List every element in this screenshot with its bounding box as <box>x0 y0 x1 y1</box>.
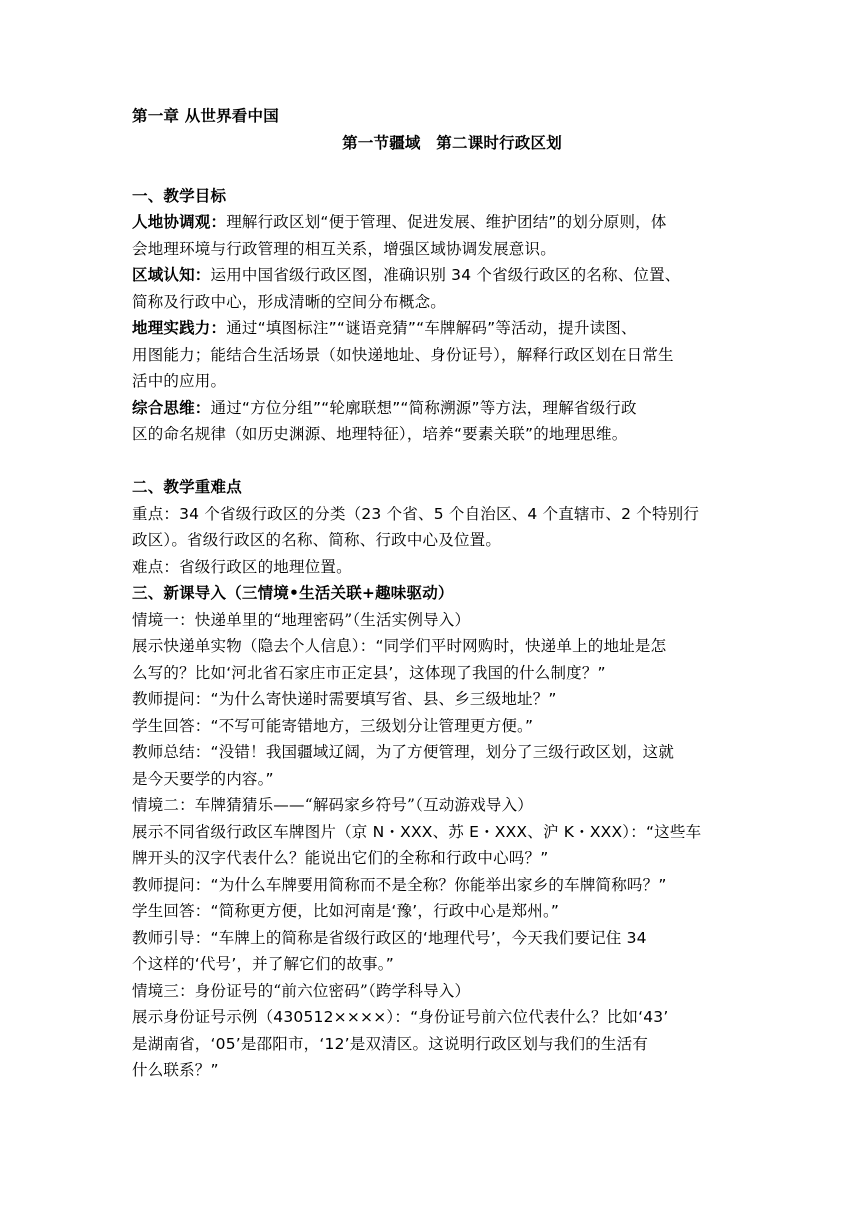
scenario-1-line2: 么写的？比如‘河北省石家庄市正定县’，这体现了我国的什么制度？” <box>132 663 606 682</box>
document-page <box>132 103 732 1084</box>
objective-text: 运用中国省级行政区图，准确识别 34 个省级行政区的名称、位置、 <box>210 266 681 284</box>
scenario-3-line3: 什么联系？” <box>132 1061 219 1079</box>
scenario-1-line6: 是今天要学的内容。” <box>132 769 274 788</box>
spacer <box>132 156 732 183</box>
scenario-2-line1: 展示不同省级行政区车牌图片（京 N・XXX、苏 E・XXX、沪 K・XXX）：“这些车 <box>132 822 702 841</box>
section-heading-key-points: 二、教学重难点 <box>132 478 242 496</box>
section-heading-introduction: 三、新课导入（三情境•生活关联+趣味驱动） <box>132 584 454 602</box>
objective-text: 通过“填图标注”“谜语竞猜”“车牌解码”等活动，提升读图、 <box>226 319 637 337</box>
objective-practice-line1 <box>132 315 732 342</box>
scenario-2-line5: 教师引导：“车牌上的简称是省级行政区的‘地理代号’，今天我们要记住 34 <box>132 928 647 947</box>
objective-thinking-line2: 区的命名规律（如历史渊源、地理特征），培养“要素关联”的地理思维。 <box>132 425 628 443</box>
scenario-2-title: 情境二：车牌猜猜乐——“解码家乡符号”（互动游戏导入） <box>132 796 533 814</box>
chapter-title: 第一章 从世界看中国 <box>132 107 279 125</box>
scenario-1-line3: 教师提问：“为什么寄快递时需要填写省、县、乡三级地址？” <box>132 690 557 708</box>
objective-text: 理解行政区划“便于管理、促进发展、维护团结”的划分原则，体 <box>226 213 667 231</box>
scenario-3-line2: 是湖南省，‘05’是邵阳市，‘12’是双清区。这说明行政区划与我们的生活有 <box>132 1034 649 1053</box>
section-heading-objectives: 一、教学目标 <box>132 186 227 205</box>
lesson-title: 第一节疆域 第二课时行政区划 <box>342 133 562 152</box>
scenario-3-title: 情境三：身份证号的“前六位密码”（跨学科导入） <box>132 981 471 1000</box>
scenario-1-title: 情境一：快递单里的“地理密码”（生活实例导入） <box>132 610 471 629</box>
objective-human-land-line2: 会地理环境与行政管理的相互关系，增强区域协调发展意识。 <box>132 239 556 258</box>
scenario-2-line6: 个这样的‘代号’，并了解它们的故事。” <box>132 955 394 973</box>
objective-regional-line2: 简称及行政中心，形成清晰的空间分布概念。 <box>132 292 447 311</box>
objective-regional-line1 <box>132 262 732 289</box>
scenario-1-line1: 展示快递单实物（隐去个人信息）：“同学们平时网购时，快递单上的地址是怎 <box>132 637 667 655</box>
objective-thinking-line1 <box>132 395 732 422</box>
scenario-1-line4: 学生回答：“不写可能寄错地方，三级划分让管理更方便。” <box>132 716 534 735</box>
difficult-point-line: 难点：省级行政区的地理位置。 <box>132 557 352 576</box>
objective-label: 区域认知： <box>132 266 211 284</box>
objective-text: 通过“方位分组”“轮廓联想”“简称溯源”等方法，理解省级行政 <box>210 398 637 417</box>
scenario-1-line5: 教师总结：“没错！我国疆域辽阔，为了方便管理，划分了三级行政区划，这就 <box>132 743 675 761</box>
scenario-2-line2: 牌开头的汉字代表什么？能说出它们的全称和行政中心吗？” <box>132 849 549 867</box>
objective-label: 人地协调观： <box>132 213 227 231</box>
objective-label: 地理实践力： <box>132 319 227 337</box>
key-point-line2: 政区）。省级行政区的名称、简称、行政中心及位置。 <box>132 531 502 549</box>
objective-human-land-line1 <box>132 209 732 236</box>
key-point-line1: 重点：34 个省级行政区的分类（23 个省、5 个自治区、4 个直辖市、2 个特别行 <box>132 504 700 523</box>
objective-practice-line2: 用图能力；能结合生活场景（如快递地址、身份证号），解释行政区划在日常生 <box>132 345 674 364</box>
objective-label: 综合思维： <box>132 398 211 417</box>
spacer <box>132 448 732 475</box>
scenario-2-line4: 学生回答：“简称更方便，比如河南是‘豫’，行政中心是郑州。” <box>132 902 560 920</box>
scenario-3-line1: 展示身份证号示例（430512××××）：“身份证号前六位代表什么？比如‘43’ <box>132 1008 669 1026</box>
scenario-2-line3: 教师提问：“为什么车牌要用简称而不是全称？你能举出家乡的车牌简称吗？” <box>132 875 667 894</box>
objective-practice-line3: 活中的应用。 <box>132 372 227 390</box>
